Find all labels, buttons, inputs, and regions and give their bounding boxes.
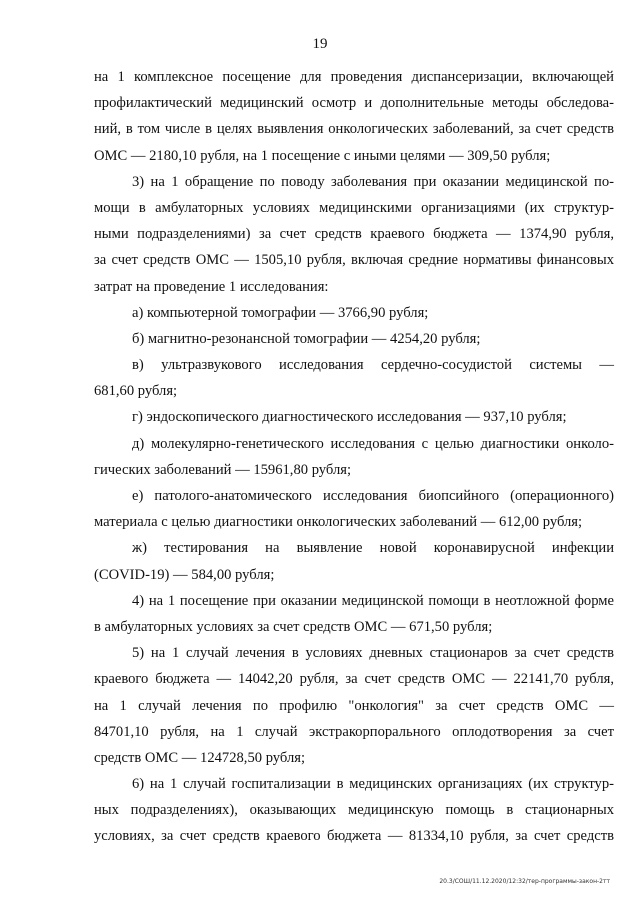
text-line: ных подразделениях), оказывающих медицинскую помощь в стационарных: [94, 802, 614, 819]
text-line: условиях, за счет средств краевого бюджета — 81334,10 рубля, за счет средств: [94, 828, 614, 845]
text-line: в амбулаторных условиях за счет средств ОМС — 671,50 рубля;: [94, 618, 493, 635]
text-line: материала с целью диагностики онкологических заболеваний — 612,00 рубля;: [94, 514, 583, 531]
text-line: ж) тестирования на выявление новой коронавирусной инфекции: [132, 540, 614, 557]
text-line: ний, в том числе в целях выявления онкологических заболеваний, за счет средств: [94, 121, 614, 138]
text-line: ными подразделениями) за счет средств краевого бюджета — 1374,90 рубля,: [94, 226, 614, 243]
body-text: [94, 64, 614, 850]
text-line: мощи в амбулаторных условиях медицинскими организациями (их структур-: [94, 199, 614, 216]
text-line: ОМС — 2180,10 рубля, на 1 посещение с иными целями — 309,50 рубля;: [94, 147, 551, 164]
text-line: на 1 случай лечения по профилю "онкология" за счет средств ОМС —: [94, 697, 614, 714]
text-line: (COVID-19) — 584,00 рубля;: [94, 566, 275, 583]
text-line: б) магнитно-резонансной томографии — 4254,20 рубля;: [132, 330, 481, 347]
footer-document-code: 20.3/СОШ/11.12.2020/12:32/тер-программы-закон-2тт: [439, 878, 610, 885]
text-line: 4) на 1 посещение при оказании медицинской помощи в неотложной форме: [132, 592, 614, 609]
text-line: краевого бюджета — 14042,20 рубля, за счет средств ОМС — 22141,70 рубля,: [94, 671, 614, 688]
text-line: за счет средств ОМС — 1505,10 рубля, включая средние нормативы финансовых: [94, 252, 614, 269]
text-line: затрат на проведение 1 исследования:: [94, 278, 329, 295]
text-line: е) патолого-анатомического исследования биопсийного (операционного): [132, 488, 614, 504]
text-line: а) компьютерной томографии — 3766,90 рубля;: [132, 304, 429, 321]
text-line: средств ОМС — 124728,50 рубля;: [94, 749, 306, 766]
text-line: 681,60 рубля;: [94, 383, 178, 400]
text-line: гических заболеваний — 15961,80 рубля;: [94, 461, 352, 478]
page-number: 19: [312, 36, 328, 52]
text-line: профилактический медицинский осмотр и дополнительные методы обследова-: [94, 95, 614, 112]
text-line: д) молекулярно-генетического исследования с целью диагностики онколо-: [132, 435, 614, 452]
text-line: 6) на 1 случай госпитализации в медицинских организациях (их структур-: [132, 776, 614, 793]
text-line: 84701,10 рубля, на 1 случай экстракорпорального оплодотворения за счет: [94, 723, 614, 740]
text-line: на 1 комплексное посещение для проведения диспансеризации, включающей: [94, 69, 614, 85]
text-line: в) ультразвукового исследования сердечно-сосудистой системы —: [132, 357, 614, 374]
text-line: 5) на 1 случай лечения в условиях дневных стационаров за счет средств: [132, 645, 614, 662]
text-line: г) эндоскопического диагностического исследования — 937,10 рубля;: [132, 409, 567, 426]
text-line: 3) на 1 обращение по поводу заболевания при оказании медицинской по-: [132, 173, 614, 190]
